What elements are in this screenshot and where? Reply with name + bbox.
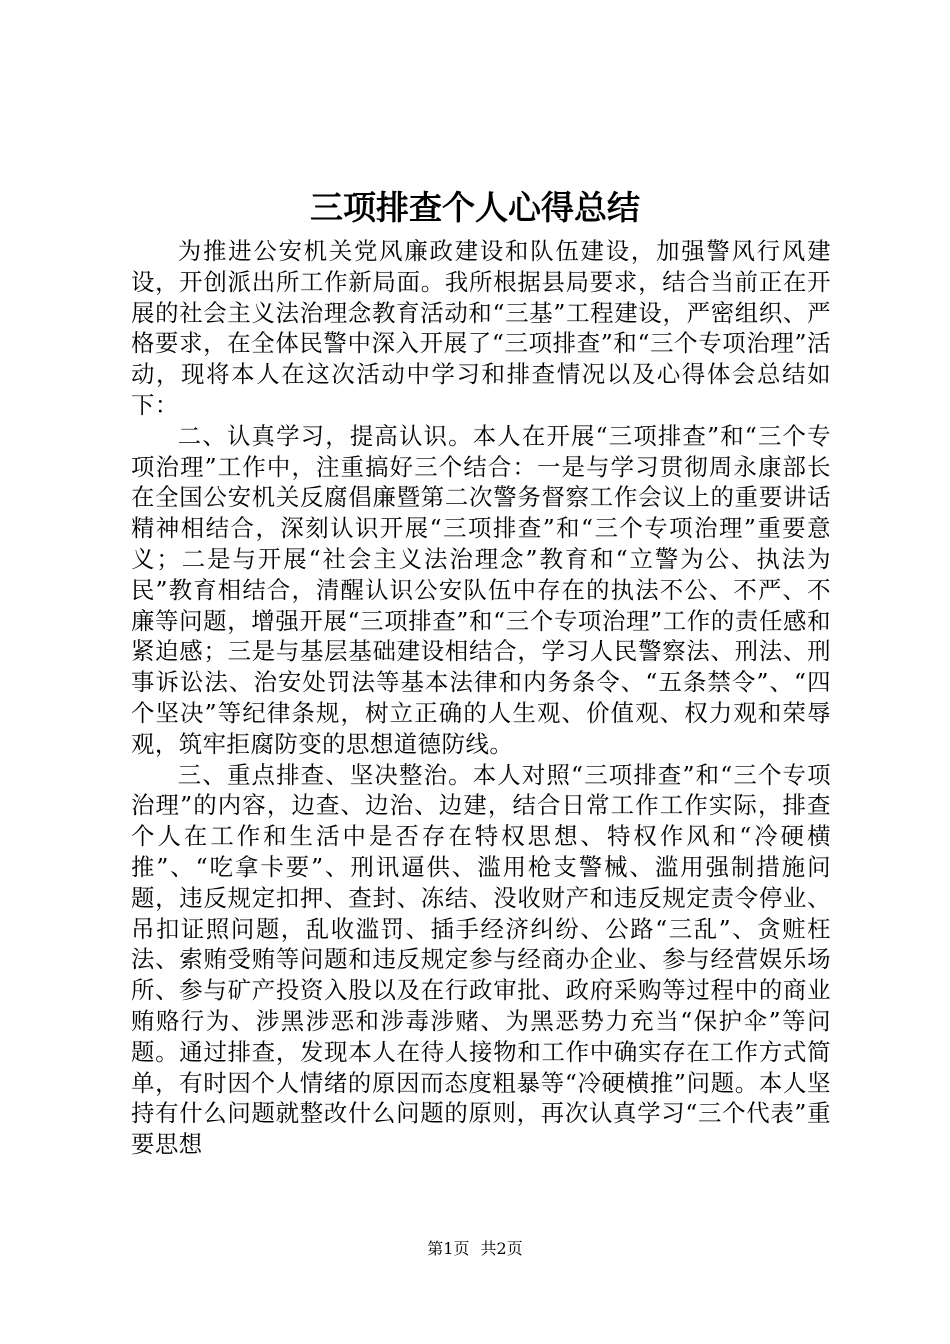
paragraph-inspection: 三、重点排查、坚决整治。本人对照“三项排查”和“三个专项治理”的内容，边查、边治、边建，结合日常工作工作实际，排查个人在工作和生活中是否存在特权思想、特权作风和“冷硬横推”、“吃拿卡要”、刑讯逼供、滥用枪支警械、滥用强制措施问题，违反规定扣押、查封、冻结、没收财产和违反规定责令停业、吊扣证照问题，乱收滥罚、插手经济纠纷、公路“三乱”、贪赃枉法、索贿受贿等问题和违反规定参与经商办企业、参与经营娱乐场所、参与矿产投资入股以及在行政审批、政府采购等过程中的商业贿赂行为、涉黑涉恶和涉毒涉赌、为黑恶势力充当“保护伞”等问题。通过排查，发现本人在待人接物和工作中确实存在工作方式简单，有时因个人情绪的原因而态度粗暴等“冷硬横推”问题。本人坚持有什么问题就整改什么问题的原则，再次认真学习“三个代表”重要思想: [131, 760, 831, 1159]
page-number: 第1页: [427, 1239, 470, 1258]
page-total: 共2页: [480, 1239, 523, 1258]
paragraph-study: 二、认真学习，提高认识。本人在开展“三项排查”和“三个专项治理”工作中，注重搞好三个结合：一是与学习贯彻周永康部长在全国公安机关反腐倡廉暨第二次警务督察工作会议上的重要讲话精神相结合，深刻认识开展“三项排查”和“三个专项治理”重要意义；二是与开展“社会主义法治理念”教育和“立警为公、执法为民”教育相结合，清醒认识公安队伍中存在的执法不公、不严、不廉等问题，增强开展“三项排查”和“三个专项治理”工作的责任感和紧迫感；三是与基层基础建设相结合，学习人民警察法、刑法、刑事诉讼法、治安处罚法等基本法律和内务条令、“五条禁令”、“四个坚决”等纪律条规，树立正确的人生观、价值观、权力观和荣辱观，筑牢拒腐防变的思想道德防线。: [131, 421, 831, 758]
document-body: [131, 236, 831, 1160]
document-title: 三项排查个人心得总结: [310, 188, 640, 227]
paragraph-intro: 为推进公安机关党风廉政建设和队伍建设，加强警风行风建设，开创派出所工作新局面。我所根据县局要求，结合当前正在开展的社会主义法治理念教育活动和“三基”工程建设，严密组织、严格要求，在全体民警中深入开展了“三项排查”和“三个专项治理”活动，现将本人在这次活动中学习和排查情况以及心得体会总结如下：: [131, 237, 831, 419]
page-footer: [0, 1238, 950, 1260]
